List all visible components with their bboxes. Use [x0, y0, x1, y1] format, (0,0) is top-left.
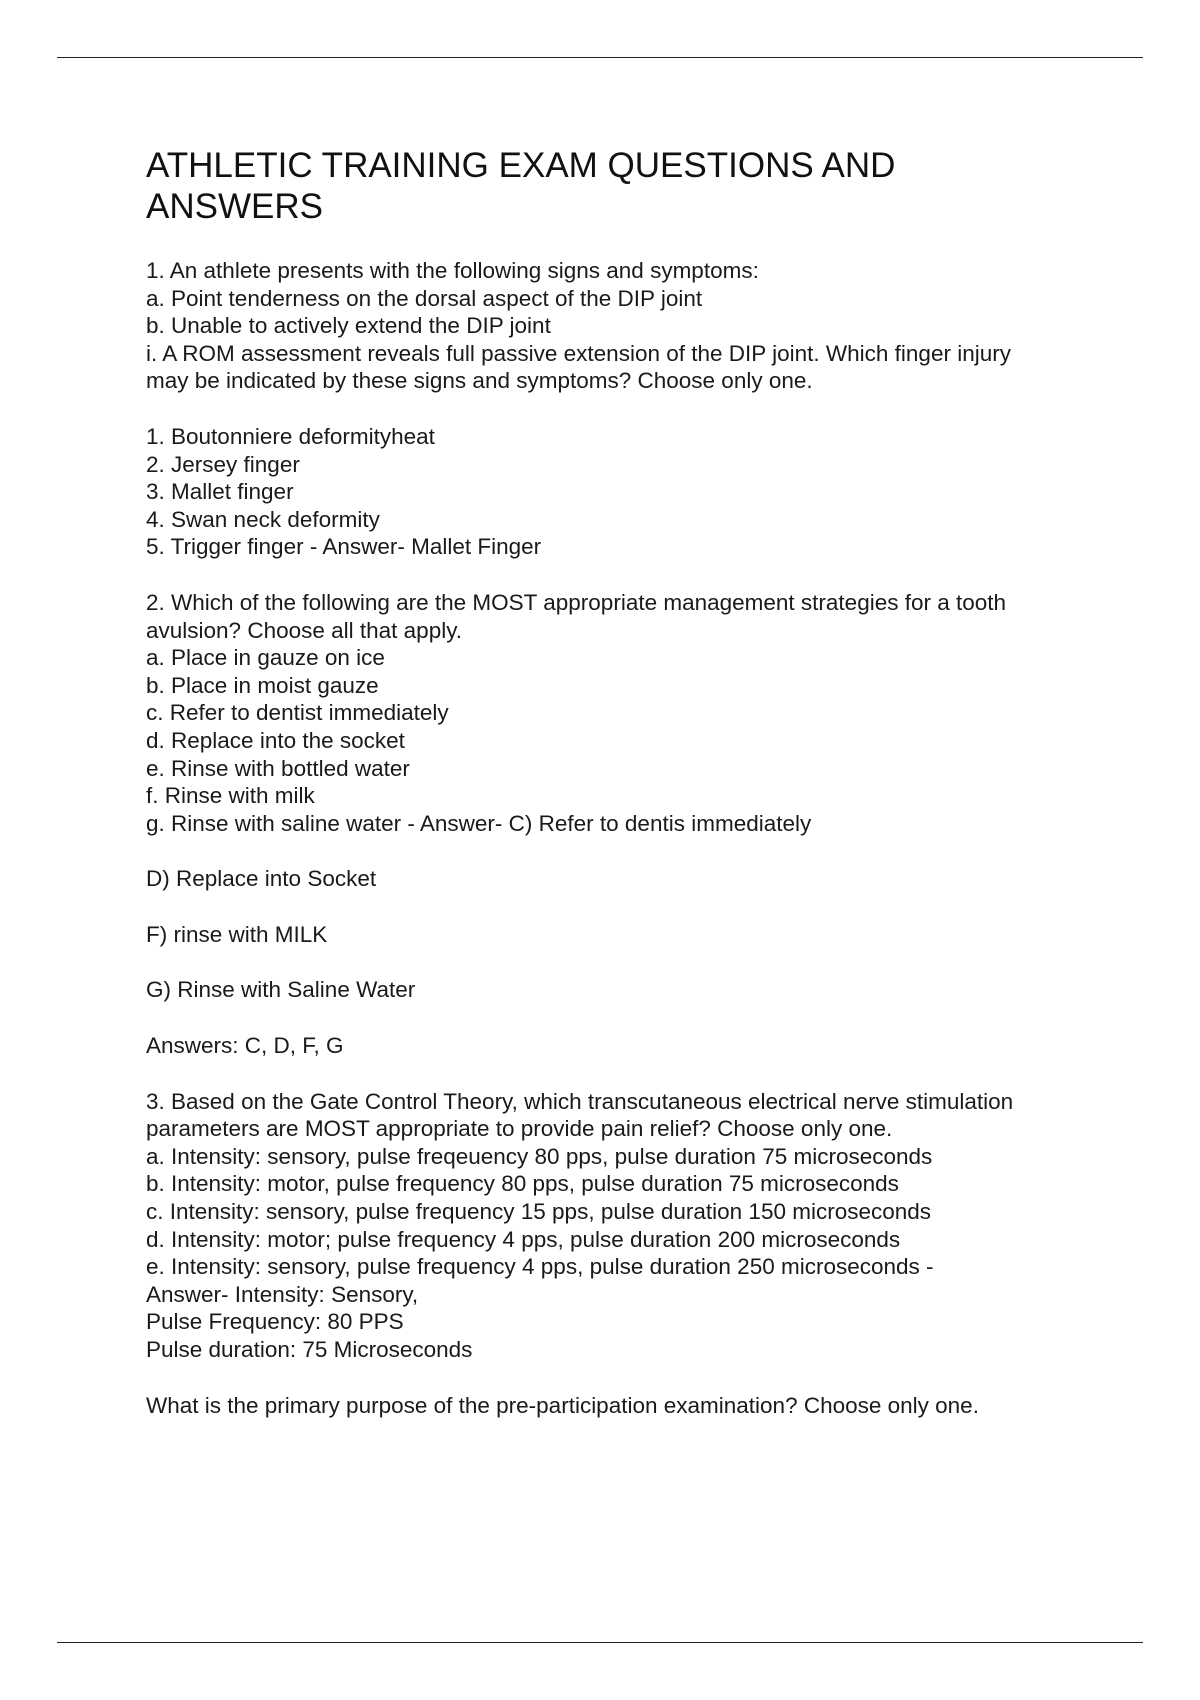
page-title: [146, 145, 1106, 227]
option-line: a. Intensity: sensory, pulse freqeuency 80 pps, pulse duration 75 microseconds: [146, 1143, 933, 1169]
option-line: e. Intensity: sensory, pulse frequency 4 pps, pulse duration 250 microseconds -: [146, 1254, 934, 1280]
answer-line: F) rinse with MILK: [146, 921, 328, 947]
option-line: b. Place in moist gauze: [146, 672, 379, 698]
answer-line: Pulse Frequency: 80 PPS: [146, 1309, 404, 1335]
answer-line: G) Rinse with Saline Water: [146, 977, 416, 1003]
option-line: d. Replace into the socket: [146, 727, 405, 753]
text-line: a. Point tenderness on the dorsal aspect of the DIP joint: [146, 285, 703, 311]
document-body: [146, 257, 1106, 1419]
option-line: b. Intensity: motor, pulse frequency 80 pps, pulse duration 75 microseconds: [146, 1171, 899, 1197]
option-line: c. Refer to dentist immediately: [146, 700, 449, 726]
option-line: f. Rinse with milk: [146, 783, 315, 809]
option-line: e. Rinse with bottled water: [146, 755, 410, 781]
text-line: What is the primary purpose of the pre-participation examination? Choose only one.: [146, 1392, 979, 1418]
option-line: c. Intensity: sensory, pulse frequency 15 pps, pulse duration 150 microseconds: [146, 1199, 932, 1225]
question-3: [146, 1088, 1106, 1364]
title-line: ANSWERS: [146, 187, 323, 226]
title-line: ATHLETIC TRAINING EXAM QUESTIONS AND: [146, 146, 896, 185]
text-line: parameters are MOST appropriate to provide pain relief? Choose only one.: [146, 1116, 893, 1142]
option-line: a. Place in gauze on ice: [146, 645, 385, 671]
option-line: 5. Trigger finger - Answer- Mallet Finger: [146, 534, 542, 560]
text-line: i. A ROM assessment reveals full passive extension of the DIP joint. Which finger injury: [146, 340, 1011, 366]
text-line: b. Unable to actively extend the DIP joint: [146, 313, 551, 339]
text-line: 3. Based on the Gate Control Theory, which transcutaneous electrical nerve stimulation: [146, 1088, 1014, 1114]
question-1: [146, 257, 1106, 561]
answer-line: Pulse duration: 75 Microseconds: [146, 1337, 473, 1362]
question-4: [146, 1392, 1106, 1420]
footer-rule: [57, 1642, 1143, 1643]
header-rule: [57, 57, 1143, 58]
text-line: may be indicated by these signs and symptoms? Choose only one.: [146, 368, 813, 394]
answer-line: Answer- Intensity: Sensory,: [146, 1281, 419, 1307]
option-line: 3. Mallet finger: [146, 479, 294, 505]
answer-line: D) Replace into Socket: [146, 866, 377, 892]
option-line: 4. Swan neck deformity: [146, 506, 380, 532]
text-line: 1. An athlete presents with the following signs and symptoms:: [146, 258, 759, 283]
text-line: avulsion? Choose all that apply.: [146, 617, 463, 643]
option-line: d. Intensity: motor; pulse frequency 4 pps, pulse duration 200 microseconds: [146, 1226, 901, 1252]
text-line: 2. Which of the following are the MOST appropriate management strategies for a tooth: [146, 589, 1007, 615]
question-2: [146, 589, 1106, 1060]
answer-summary: Answers: C, D, F, G: [146, 1033, 344, 1059]
option-line: g. Rinse with saline water - Answer- C) Refer to dentis immediately: [146, 810, 812, 836]
option-line: 2. Jersey finger: [146, 451, 300, 477]
option-line: 1. Boutonniere deformityheat: [146, 423, 435, 449]
